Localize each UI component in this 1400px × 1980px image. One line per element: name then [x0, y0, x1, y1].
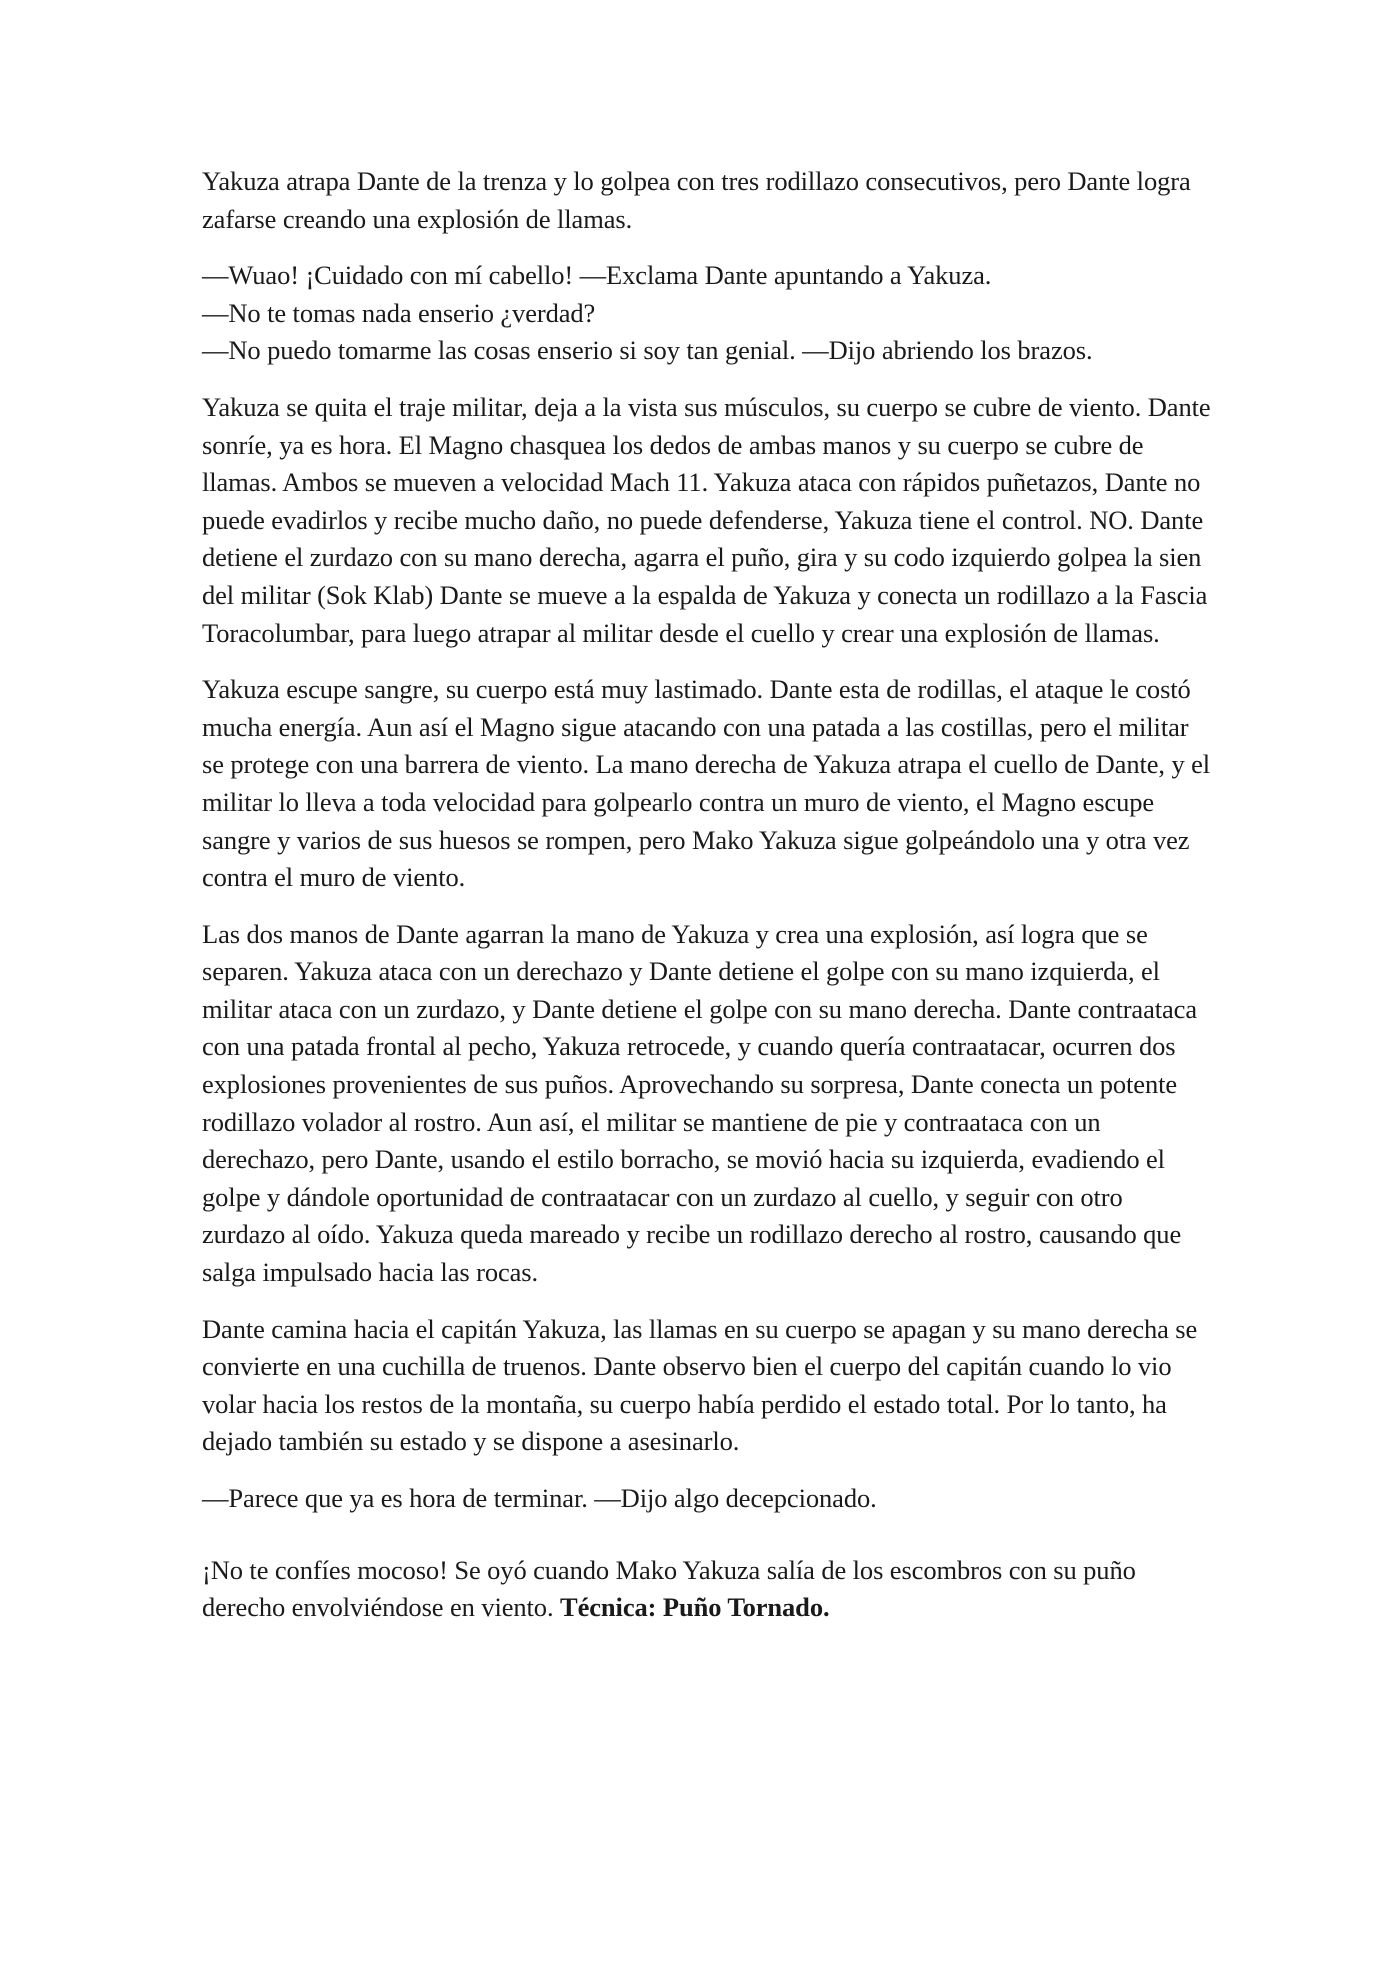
paragraph-4: Las dos manos de Dante agarran la mano de Yakuza y crea una explosión, así logra que se separen. Yakuza ataca con un derechazo y Dante detiene el golpe con su mano izquierda, el militar ataca con un zurdazo, y Dante detiene el golpe con su mano derecha. Dante contraataca con una patada frontal al pecho, Yakuza retrocede, y cuando quería contraatacar, ocurren dos explosiones provenientes de sus puños. Aprovechando su sorpresa, Dante conecta un potente rodillazo volador al rostro. Aun así, el militar se mantiene de pie y contraataca con un derechazo, pero Dante, usando el estilo borracho, se movió hacia su izquierda, evadiendo el golpe y dándole oportunidad de contraatacar con un zurdazo al cuello, y seguir con otro zurdazo al oído. Yakuza queda mareado y recibe un rodillazo derecho al rostro, causando que salga impulsado hacia las rocas. — [202, 918, 1198, 1288]
dialogue-line-3: —No puedo tomarme las cosas enserio si soy tan genial. —Dijo abriendo los brazos. — [202, 335, 1093, 366]
paragraph-6 — [202, 1552, 1212, 1627]
paragraph-5: Dante camina hacia el capitán Yakuza, las llamas en su cuerpo se apagan y su mano derecha se convierte en una cuchilla de truenos. Dante observo bien el cuerpo del capitán cuando lo vio volar hacia los restos de la montaña, su cuerpo había perdido el estado total. Por lo tanto, ha dejado también su estado y se dispone a asesinarlo. — [202, 1313, 1198, 1457]
document-body — [202, 163, 1212, 1627]
dialogue-line-4: —Parece que ya es hora de terminar. —Dijo algo decepcionado. — [202, 1483, 877, 1513]
paragraph-1: Yakuza atrapa Dante de la trenza y lo golpea con tres rodillazo consecutivos, pero Dante logra zafarse creando una explosión de llamas. — [202, 166, 1191, 234]
paragraph-6-text: ¡No te confíes mocoso! Se oyó cuando Mako Yakuza salía de los escombros con su puño derecho envolviéndose en viento. — [202, 1554, 1136, 1623]
paragraph-3: Yakuza escupe sangre, su cuerpo está muy lastimado. Dante esta de rodillas, el ataque le costó mucha energía. Aun así el Magno sigue atacando con una patada a las costillas, pero el militar se protege con una barrera de viento. La mano derecha de Yakuza atrapa el cuello de Dante, y el militar lo lleva a toda velocidad para golpearlo contra un muro de viento, el Magno escupe sangre y varios de sus huesos se rompen, pero Mako Yakuza sigue golpeándolo una y otra vez contra el muro de viento. — [202, 674, 1211, 893]
dialogue-line-2: —No te tomas nada enserio ¿verdad? — [202, 297, 596, 328]
paragraph-2: Yakuza se quita el traje militar, deja a la vista sus músculos, su cuerpo se cubre de viento. Dante sonríe, ya es hora. El Magno chasquea los dedos de ambas manos y su cuerpo se cubre de llamas. Ambos se mueven a velocidad Mach 11. Yakuza ataca con rápidos puñetazos, Dante no puede evadirlos y recibe mucho daño, no puede defenderse, Yakuza tiene el control. NO. Dante detiene el zurdazo con su mano derecha, agarra el puño, gira y su codo izquierdo golpea la sien del militar (Sok Klab) Dante se mueve a la espalda de Yakuza y conecta un rodillazo a la Fascia Toracolumbar, para luego atrapar al militar desde el cuello y crear una explosión de llamas. — [202, 391, 1211, 648]
dialogue-block-1 — [202, 257, 1212, 370]
technique-name: Técnica: Puño Tornado. — [560, 1592, 830, 1623]
dialogue-line-1: —Wuao! ¡Cuidado con mí cabello! —Exclama Dante apuntando a Yakuza. — [202, 260, 992, 291]
